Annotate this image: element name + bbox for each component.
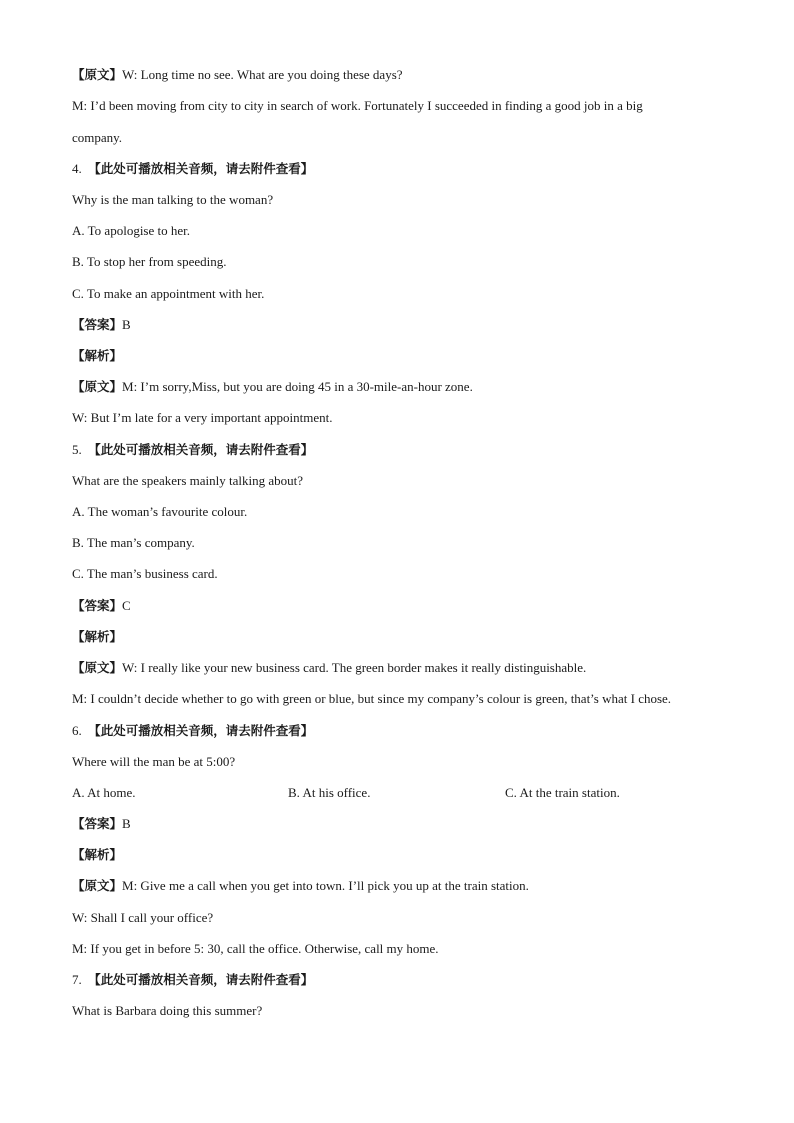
answer-value: B bbox=[122, 816, 131, 831]
q3-transcript-line-1 bbox=[72, 66, 403, 84]
transcript-tag: 【原文】 bbox=[72, 379, 123, 394]
q5-header bbox=[72, 441, 313, 459]
transcript-tag: 【原文】 bbox=[72, 878, 123, 893]
q5-question: What are the speakers mainly talking about? bbox=[72, 473, 304, 488]
audio-note: 【此处可播放相关音频，请去附件查看】 bbox=[88, 723, 314, 738]
audio-note: 【此处可播放相关音频，请去附件查看】 bbox=[88, 972, 314, 987]
transcript-text: M: Give me a call when you get into town. I’ll pick you up at the train station. bbox=[122, 878, 529, 893]
q6-header bbox=[72, 722, 313, 740]
q6-transcript-3: M: If you get in before 5: 30, call the office. Otherwise, call my home. bbox=[72, 941, 439, 956]
q6-option-c: C. At the train station. bbox=[505, 785, 620, 800]
analysis-tag: 【解析】 bbox=[72, 629, 123, 644]
audio-note: 【此处可播放相关音频，请去附件查看】 bbox=[88, 442, 314, 457]
q5-option-b: B. The man’s company. bbox=[72, 535, 195, 550]
question-number: 5. bbox=[72, 442, 82, 457]
question-number: 4. bbox=[72, 161, 82, 176]
q4-transcript-2: W: But I’m late for a very important appointment. bbox=[72, 410, 333, 425]
transcript-tag: 【原文】 bbox=[72, 660, 123, 675]
answer-value: C bbox=[122, 598, 131, 613]
transcript-tag: 【原文】 bbox=[72, 67, 123, 82]
transcript-text: W: Long time no see. What are you doing these days? bbox=[122, 67, 403, 82]
q3-transcript-line-2: M: I’d been moving from city to city in search of work. Fortunately I succeeded in finding a good job in a big bbox=[72, 98, 643, 113]
q4-question: Why is the man talking to the woman? bbox=[72, 192, 274, 207]
q5-analysis bbox=[72, 628, 122, 646]
q5-transcript-2: M: I couldn’t decide whether to go with green or blue, but since my company’s colour is green, that’s what I chose. bbox=[72, 691, 672, 706]
answer-value: B bbox=[122, 317, 131, 332]
q6-answer bbox=[72, 815, 131, 833]
q4-option-b: B. To stop her from speeding. bbox=[72, 254, 227, 269]
q4-option-c: C. To make an appointment with her. bbox=[72, 286, 265, 301]
q5-transcript-1 bbox=[72, 659, 586, 677]
q4-transcript-1 bbox=[72, 378, 473, 396]
q7-question: What is Barbara doing this summer? bbox=[72, 1003, 263, 1018]
q6-transcript-2: W: Shall I call your office? bbox=[72, 910, 214, 925]
question-number: 6. bbox=[72, 723, 82, 738]
analysis-tag: 【解析】 bbox=[72, 348, 123, 363]
q6-question: Where will the man be at 5:00? bbox=[72, 754, 236, 769]
transcript-text: M: I’m sorry,Miss, but you are doing 45 in a 30-mile-an-hour zone. bbox=[122, 379, 473, 394]
q6-analysis bbox=[72, 846, 122, 864]
q6-option-a: A. At home. bbox=[72, 785, 136, 800]
q4-header bbox=[72, 160, 313, 178]
answer-tag: 【答案】 bbox=[72, 816, 123, 831]
q4-option-a: A. To apologise to her. bbox=[72, 223, 191, 238]
q5-option-a: A. The woman’s favourite colour. bbox=[72, 504, 248, 519]
q4-analysis bbox=[72, 347, 122, 365]
q6-option-b: B. At his office. bbox=[288, 785, 371, 800]
q5-option-c: C. The man’s business card. bbox=[72, 566, 218, 581]
q7-header bbox=[72, 971, 313, 989]
answer-tag: 【答案】 bbox=[72, 598, 123, 613]
question-number: 7. bbox=[72, 972, 82, 987]
audio-note: 【此处可播放相关音频，请去附件查看】 bbox=[88, 161, 314, 176]
q6-transcript-1 bbox=[72, 877, 529, 895]
q3-transcript-line-3: company. bbox=[72, 130, 123, 145]
transcript-text: W: I really like your new business card. The green border makes it really distinguishable. bbox=[122, 660, 587, 675]
analysis-tag: 【解析】 bbox=[72, 847, 123, 862]
answer-tag: 【答案】 bbox=[72, 317, 123, 332]
q5-answer bbox=[72, 597, 131, 615]
q4-answer bbox=[72, 316, 131, 334]
